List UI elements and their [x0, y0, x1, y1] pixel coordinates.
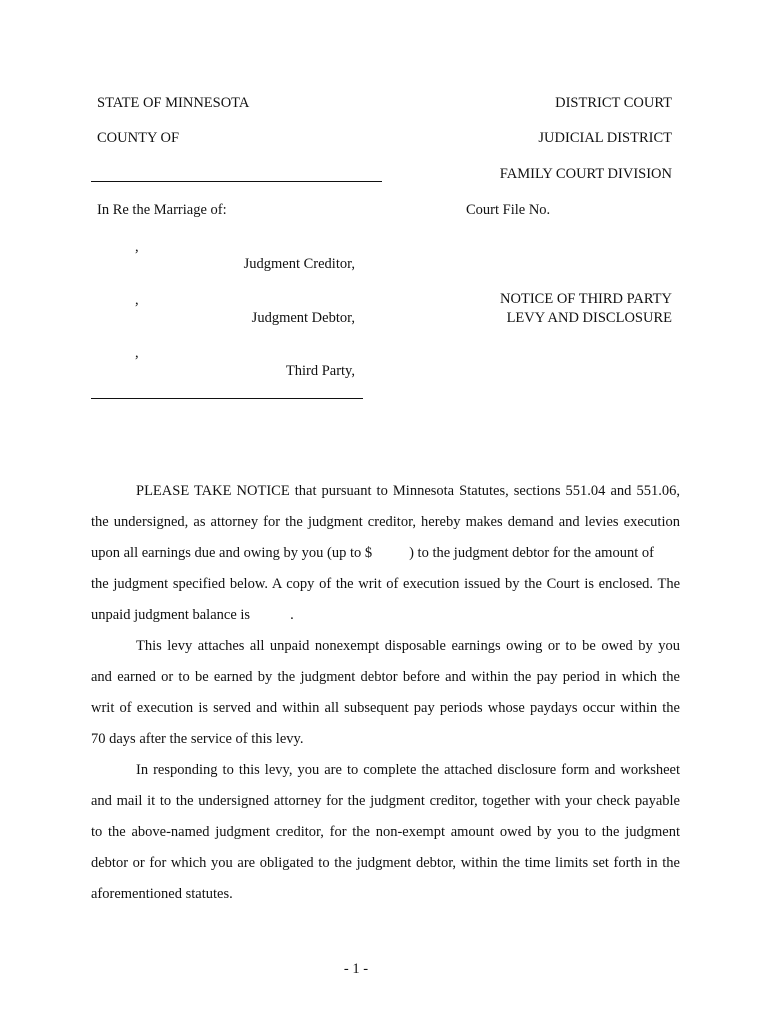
in-re-label: In Re the Marriage of: — [97, 202, 227, 218]
paragraph-line: the undersigned, as attorney for the judgment creditor, hereby makes demand and levies execution — [91, 514, 680, 530]
paragraph-line: PLEASE TAKE NOTICE that pursuant to Minnesota Statutes, sections 551.04 and 551.06, — [136, 483, 680, 499]
notice-title-line1: NOTICE OF THIRD PARTY — [500, 291, 672, 307]
division-label: FAMILY COURT DIVISION — [499, 166, 672, 182]
paragraph-line: 70 days after the service of this levy. — [91, 731, 304, 747]
county-label: COUNTY OF — [97, 130, 180, 146]
paragraph-line — [91, 538, 680, 569]
paragraph-line: In responding to this levy, you are to complete the attached disclosure form and worksheet — [136, 762, 680, 778]
caption-rule-bottom — [91, 398, 363, 399]
caption-rule-top — [91, 181, 382, 182]
paragraph-line: This levy attaches all unpaid nonexempt disposable earnings owing or to be owed by you — [136, 638, 680, 654]
notice-paragraph-1 — [91, 476, 680, 631]
third-party-label: Third Party, — [285, 363, 355, 379]
notice-title-line2: LEVY AND DISCLOSURE — [506, 310, 672, 326]
notice-paragraph-3 — [91, 755, 680, 910]
notice-paragraph-2 — [91, 631, 680, 755]
paragraph-line — [91, 600, 680, 631]
paragraph-line: debtor or for which you are obligated to the judgment debtor, within the time limits set forth in the — [91, 855, 680, 871]
balance-period: . — [290, 607, 294, 623]
earnings-text: upon all earnings due and owing by you (up to $ — [91, 545, 373, 561]
creditor-name-comma: , — [135, 239, 139, 255]
earnings-text-continued: ) to the judgment debtor for the amount of — [409, 545, 654, 561]
page-number: - 1 - — [343, 961, 369, 977]
paragraph-line: and earned or to be earned by the judgment debtor before and within the pay period in which the — [91, 669, 680, 685]
paragraph-line: writ of execution is served and within all subsequent pay periods whose paydays occur within the — [91, 700, 680, 716]
judgment-debtor-label: Judgment Debtor, — [251, 310, 355, 326]
paragraph-line: the judgment specified below. A copy of the writ of execution issued by the Court is enclosed. The — [91, 576, 680, 592]
court-label: DISTRICT COURT — [555, 95, 672, 111]
state-label: STATE OF MINNESOTA — [97, 95, 250, 111]
balance-text: unpaid judgment balance is — [91, 607, 251, 623]
district-label: JUDICIAL DISTRICT — [538, 130, 672, 146]
paragraph-line: aforementioned statutes. — [91, 886, 233, 902]
third-party-name-comma: , — [135, 345, 139, 361]
court-file-label: Court File No. — [466, 202, 551, 218]
judgment-creditor-label: Judgment Creditor, — [243, 256, 355, 272]
paragraph-line: to the above-named judgment creditor, for the non-exempt amount owed by you to the judgment — [91, 824, 680, 840]
paragraph-line: and mail it to the undersigned attorney for the judgment creditor, together with your check payable — [91, 793, 680, 809]
debtor-name-comma: , — [135, 292, 139, 308]
